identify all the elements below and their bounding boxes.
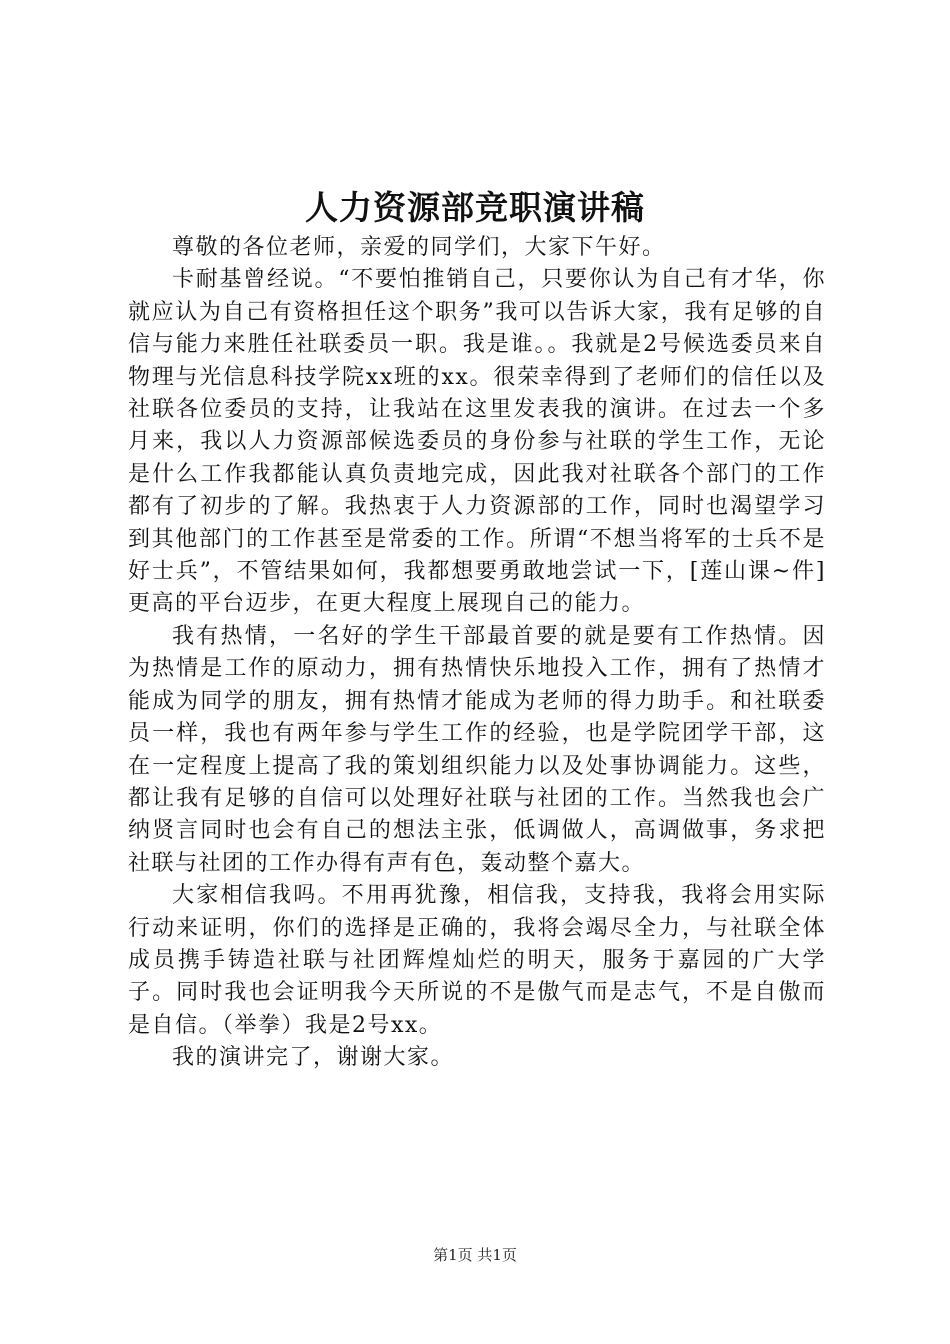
paragraph-introduction: 卡耐基曾经说。“不要怕推销自己，只要你认为自己有才华，你就应认为自己有资格担任这个职务”我可以告诉大家，我有足够的自信与能力来胜任社联委员一职。我是谁。。我就是2号候选委员来自物理与光信息科技学院xx班的xx。很荣幸得到了老师们的信任以及社联各位委员的支持，让我站在这里发表我的演讲。在过去一个多月来，我以人力资源部候选委员的身份参与社联的学生工作，无论是什么工作我都能认真负责地完成，因此我对社联各个部门的工作都有了初步的了解。我热衷于人力资源部的工作，同时也渴望学习到其他部门的工作甚至是常委的工作。所谓“不想当将军的士兵不是好士兵”，不管结果如何，我都想要勇敢地尝试一下，[莲山课~件]更高的平台迈步，在更大程度上展现自己的能力。: [128, 267, 826, 617]
paragraph-closing: 我的演讲完了，谢谢大家。: [172, 1045, 455, 1071]
paragraph-greeting: 尊敬的各位老师，亲爱的同学们，大家下午好。: [172, 235, 666, 260]
document-body: [128, 232, 826, 1075]
paragraph-appeal: 大家相信我吗。不用再犹豫，相信我，支持我，我将会用实际行动来证明，你们的选择是正确的，我将会竭尽全力，与社联全体成员携手铸造社联与社团辉煌灿烂的明天，服务于嘉园的广大学子。同时我也会证明我今天所说的不是傲气而是志气，不是自傲而是自信。（举拳）我是2号xx。: [128, 883, 826, 1038]
page-number-footer: 第1页 共1页: [433, 1246, 517, 1264]
document-title: 人力资源部竞职演讲稿: [305, 188, 645, 227]
paragraph-enthusiasm: 我有热情，一名好的学生干部最首要的就是要有工作热情。因为热情是工作的原动力，拥有热情快乐地投入工作，拥有了热情才能成为同学的朋友，拥有热情才能成为老师的得力助手。和社联委员一样，我也有两年参与学生工作的经验，也是学院团学干部，这在一定程度上提高了我的策划组织能力以及处事协调能力。这些，都让我有足够的自信可以处理好社联与社团的工作。当然我也会广纳贤言同时也会有自己的想法主张，低调做人，高调做事，务求把社联与社团的工作办得有声有色，轰动整个嘉大。: [128, 623, 826, 876]
